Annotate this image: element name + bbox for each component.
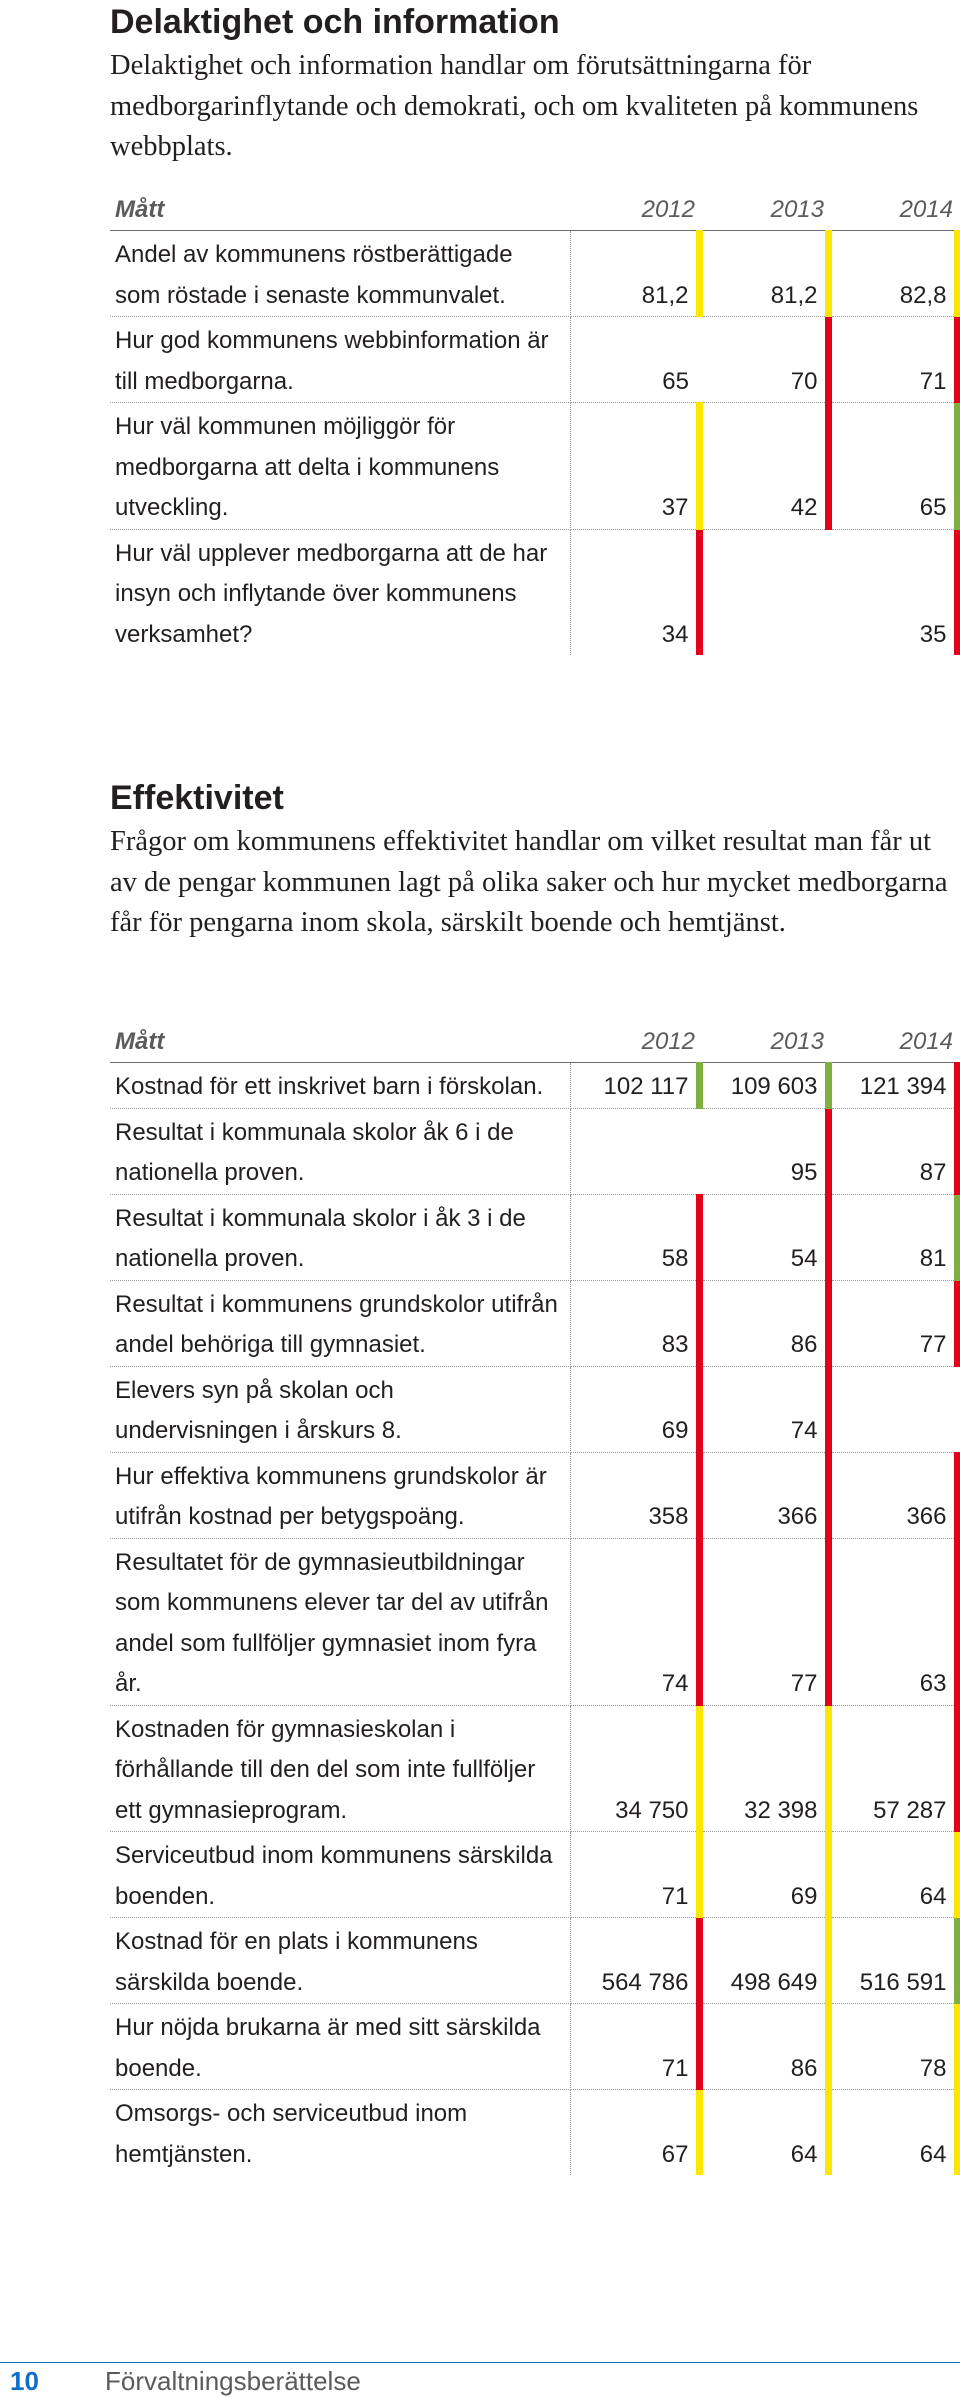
column-header-matt: Mått [110, 1024, 570, 1063]
value-2014: 64 [828, 1832, 957, 1918]
value-2013: 42 [699, 403, 828, 530]
measure-label: Resultat i kommunala skolor åk 6 i de nationella proven. [110, 1108, 570, 1194]
value-2014: 57 287 [828, 1705, 957, 1832]
measure-label: Resultatet för de gymnasieutbildningar som kommunens elever tar del av utifrån andel som fullföljer gymnasiet inom fyra år. [110, 1538, 570, 1705]
value-2014: 65 [828, 403, 957, 530]
table-row [110, 317, 957, 403]
value-2012: 102 117 [570, 1063, 699, 1109]
value-2013: 86 [699, 2004, 828, 2090]
measure-label: Resultat i kommunens grundskolor utifrån andel behöriga till gymnasiet. [110, 1280, 570, 1366]
column-header-2014: 2014 [828, 1024, 957, 1063]
value-2013: 498 649 [699, 1918, 828, 2004]
table-row [110, 2004, 957, 2090]
value-2012: 564 786 [570, 1918, 699, 2004]
column-header-2012: 2012 [570, 192, 699, 231]
section-effektivitet [110, 778, 955, 944]
table-row [110, 1366, 957, 1452]
column-header-matt: Mått [110, 192, 570, 231]
table-row [110, 1063, 957, 1109]
value-2013 [699, 529, 828, 655]
measures-table-effektivitet [110, 1024, 960, 2175]
table-row [110, 1918, 957, 2004]
measure-label: Andel av kommunens röstberättigade som röstade i senaste kommunvalet. [110, 231, 570, 317]
column-header-2014: 2014 [828, 192, 957, 231]
value-2012: 71 [570, 2004, 699, 2090]
measure-label: Hur väl upplever medborgarna att de har insyn och inflytande över kommunens verksamhet? [110, 529, 570, 655]
value-2013: 81,2 [699, 231, 828, 317]
value-2012: 67 [570, 2090, 699, 2176]
value-2012: 58 [570, 1194, 699, 1280]
column-header-2013: 2013 [699, 1024, 828, 1063]
value-2013: 32 398 [699, 1705, 828, 1832]
measure-label: Elevers syn på skolan och undervisningen i årskurs 8. [110, 1366, 570, 1452]
value-2012 [570, 1108, 699, 1194]
table-row [110, 1194, 957, 1280]
value-2014: 87 [828, 1108, 957, 1194]
value-2012: 34 [570, 529, 699, 655]
value-2014: 77 [828, 1280, 957, 1366]
table-row [110, 403, 957, 530]
measure-label: Kostnad för ett inskrivet barn i förskolan. [110, 1063, 570, 1109]
value-2013: 86 [699, 1280, 828, 1366]
table-row [110, 1832, 957, 1918]
measures-table-delaktighet [110, 192, 960, 655]
value-2013: 69 [699, 1832, 828, 1918]
table-row [110, 1538, 957, 1705]
table-row [110, 1108, 957, 1194]
value-2014: 81 [828, 1194, 957, 1280]
value-2013: 109 603 [699, 1063, 828, 1109]
value-2014: 35 [828, 529, 957, 655]
measure-label: Hur nöjda brukarna är med sitt särskilda boende. [110, 2004, 570, 2090]
column-header-2012: 2012 [570, 1024, 699, 1063]
table-row [110, 1705, 957, 1832]
footer-title: Förvaltningsberättelse [105, 2366, 361, 2396]
footer-divider [0, 2362, 960, 2363]
value-2012: 83 [570, 1280, 699, 1366]
value-2014: 366 [828, 1452, 957, 1538]
value-2012: 34 750 [570, 1705, 699, 1832]
value-2014: 82,8 [828, 231, 957, 317]
measure-label: Hur väl kommunen möjliggör för medborgarna att delta i kommunens utveckling. [110, 403, 570, 530]
page-footer [0, 2360, 960, 2396]
section-intro: Delaktighet och information handlar om förutsättningarna för medborgarinflytande och demokrati, och om kvaliteten på kommunens webbplats. [110, 50, 919, 162]
section-intro: Frågor om kommunens effektivitet handlar om vilket resultat man får ut av de pengar kommunen lagt på olika saker och hur mycket medborgarna får för pengarna inom skola, särskilt boende och hemtjänst. [110, 826, 948, 938]
measure-label: Hur god kommunens webbinformation är till medborgarna. [110, 317, 570, 403]
section-title: Delaktighet och information [110, 3, 560, 41]
value-2013: 70 [699, 317, 828, 403]
value-2013: 64 [699, 2090, 828, 2176]
table-row [110, 231, 957, 317]
table-header-row [110, 192, 957, 231]
value-2014: 78 [828, 2004, 957, 2090]
section-delaktighet [110, 2, 955, 168]
measure-label: Omsorgs- och serviceutbud inom hemtjänsten. [110, 2090, 570, 2176]
value-2013: 54 [699, 1194, 828, 1280]
measure-label: Serviceutbud inom kommunens särskilda boenden. [110, 1832, 570, 1918]
table-header-row [110, 1024, 957, 1063]
value-2012: 71 [570, 1832, 699, 1918]
value-2014: 71 [828, 317, 957, 403]
section-title: Effektivitet [110, 779, 284, 817]
page-number: 10 [10, 2366, 39, 2396]
value-2012: 69 [570, 1366, 699, 1452]
measure-label: Hur effektiva kommunens grundskolor är utifrån kostnad per betygspoäng. [110, 1452, 570, 1538]
value-2014 [828, 1366, 957, 1452]
measure-label: Kostnad för en plats i kommunens särskilda boende. [110, 1918, 570, 2004]
value-2014: 516 591 [828, 1918, 957, 2004]
value-2014: 63 [828, 1538, 957, 1705]
value-2013: 366 [699, 1452, 828, 1538]
measure-label: Resultat i kommunala skolor i åk 3 i de nationella proven. [110, 1194, 570, 1280]
value-2013: 74 [699, 1366, 828, 1452]
value-2012: 81,2 [570, 231, 699, 317]
table-row [110, 2090, 957, 2176]
value-2012: 37 [570, 403, 699, 530]
value-2014: 64 [828, 2090, 957, 2176]
measure-label: Kostnaden för gymnasieskolan i förhållande till den del som inte fullföljer ett gymnasieprogram. [110, 1705, 570, 1832]
table-row [110, 1280, 957, 1366]
value-2013: 95 [699, 1108, 828, 1194]
value-2012: 74 [570, 1538, 699, 1705]
table-row [110, 529, 957, 655]
value-2012: 65 [570, 317, 699, 403]
value-2013: 77 [699, 1538, 828, 1705]
table-row [110, 1452, 957, 1538]
column-header-2013: 2013 [699, 192, 828, 231]
value-2014: 121 394 [828, 1063, 957, 1109]
value-2012: 358 [570, 1452, 699, 1538]
